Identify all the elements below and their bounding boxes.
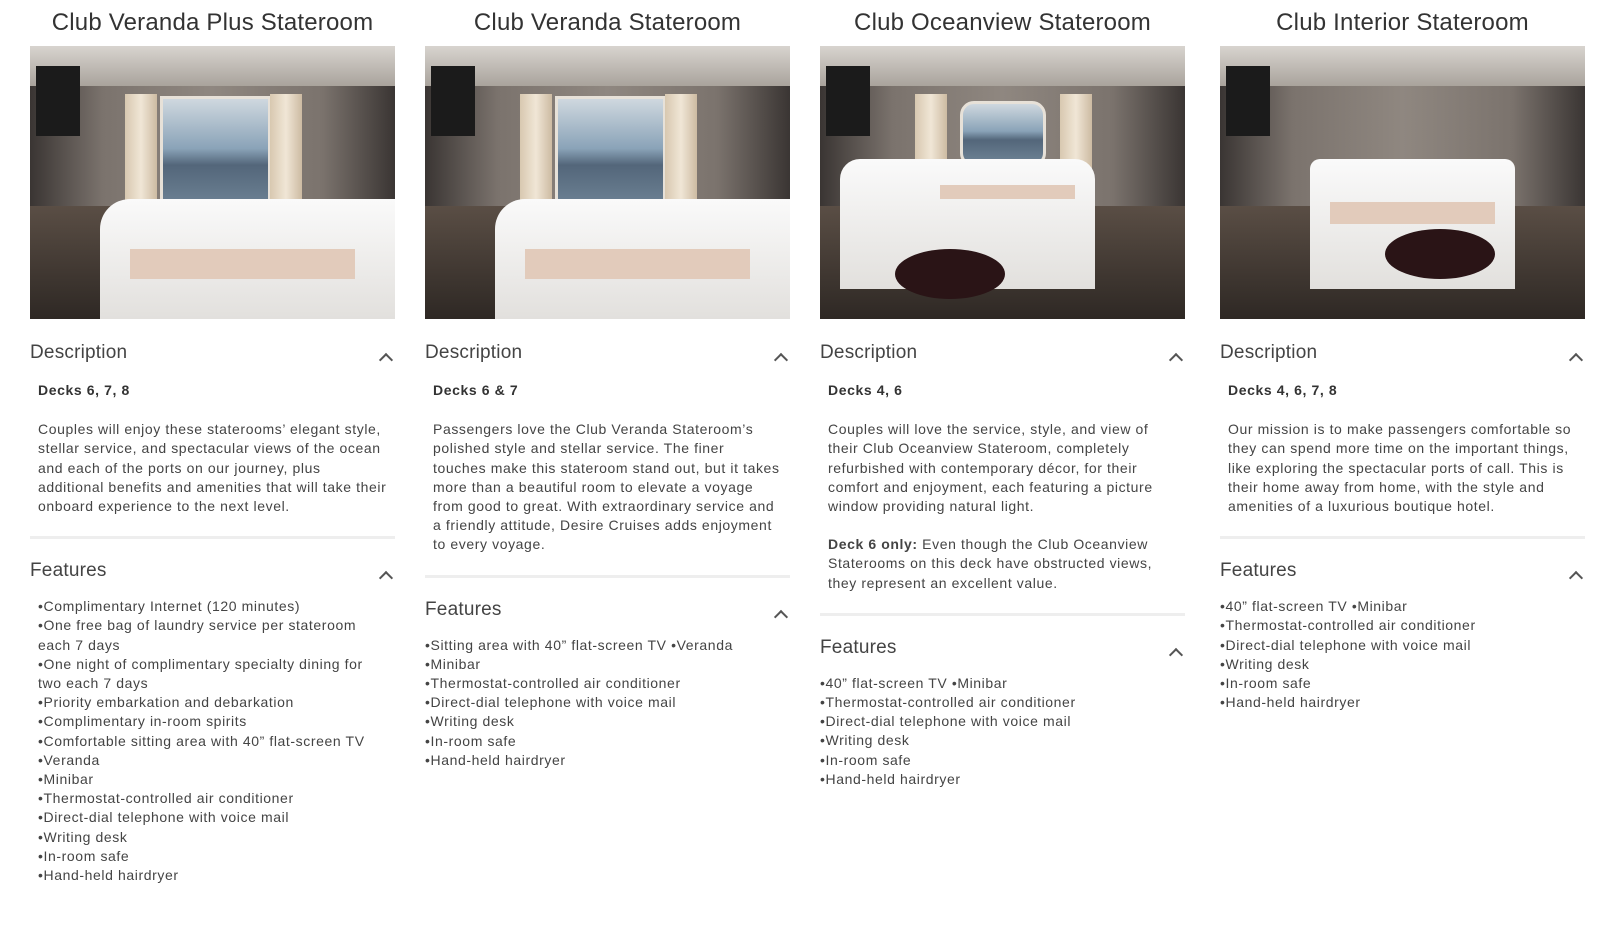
decks-label: Decks 4, 6 — [828, 382, 903, 398]
feature-item: • Writing desk — [1220, 655, 1585, 674]
description-body — [820, 381, 1185, 593]
stateroom-title: Club Veranda Stateroom — [473, 9, 742, 36]
feature-item: • In-room safe — [1220, 674, 1585, 693]
feature-item: • Direct-dial telephone with voice mail — [820, 712, 1185, 731]
feature-item: • Writing desk — [425, 712, 790, 731]
description-toggle[interactable] — [30, 333, 395, 373]
features-list — [1220, 597, 1585, 712]
deck-note-label: Deck 6 only: — [828, 536, 918, 553]
feature-item: • 40” flat-screen TV •Minibar — [820, 674, 1185, 693]
feature-item: • In-room safe — [425, 732, 790, 751]
features-heading: Features — [425, 598, 502, 620]
features-list — [820, 674, 1185, 789]
deck-note-text: Even though the Club Oceanview Staterooms on this deck have obstructed views, they represent an excellent value. — [828, 536, 1153, 591]
feature-item: • Hand-held hairdryer — [425, 751, 790, 770]
feature-item: • Direct-dial telephone with voice mail — [425, 693, 790, 712]
feature-item: • One night of complimentary specialty dining for two each 7 days — [38, 655, 387, 693]
description-text: Our mission is to make passengers comfortable so they can spend more time on the important things, like exploring the spectacular ports of call. This is their home away from home, with the style and amenities of a luxurious boutique hotel. — [1228, 421, 1572, 515]
stateroom-title: Club Veranda Plus Stateroom — [51, 9, 374, 36]
divider — [425, 575, 790, 578]
divider — [30, 536, 395, 539]
feature-item: • Thermostat-controlled air conditioner — [425, 674, 790, 693]
stateroom-photo — [425, 46, 790, 319]
description-heading: Description — [820, 342, 918, 363]
description-text: Couples will love the service, style, and view of their Club Oceanview Stateroom, completely refurbished with contemporary décor, for their comfort and enjoyment, each featuring a picture window providing natural light. — [828, 421, 1153, 515]
features-heading: Features — [1220, 560, 1297, 582]
features-list — [30, 597, 395, 885]
description-toggle[interactable] — [820, 333, 1185, 373]
feature-item: • Writing desk — [38, 828, 387, 847]
feature-item: • Thermostat-controlled air conditioner — [820, 693, 1185, 712]
feature-item: • 40” flat-screen TV •Minibar — [1220, 597, 1585, 616]
stateroom-photo — [1220, 46, 1585, 319]
feature-item: • Hand-held hairdryer — [1220, 693, 1585, 712]
divider — [1220, 536, 1585, 539]
feature-item: • Thermostat-controlled air conditioner — [1220, 616, 1585, 635]
description-heading: Description — [1220, 342, 1318, 363]
stateroom-card — [425, 0, 790, 770]
feature-item: • Priority embarkation and debarkation — [38, 693, 387, 712]
description-toggle[interactable] — [425, 333, 790, 373]
stateroom-photo — [30, 46, 395, 319]
description-heading: Description — [425, 342, 523, 363]
feature-item: • Complimentary in-room spirits — [38, 712, 387, 731]
divider — [820, 613, 1185, 616]
tv-icon — [826, 66, 870, 136]
tv-icon — [36, 66, 80, 136]
feature-item: • One free bag of laundry service per stateroom each 7 days — [38, 616, 387, 654]
feature-item: • Minibar — [38, 770, 387, 789]
feature-item: • In-room safe — [820, 751, 1185, 770]
feature-item: • Direct-dial telephone with voice mail — [1220, 636, 1585, 655]
description-toggle[interactable] — [1220, 333, 1585, 373]
stateroom-title: Club Interior Stateroom — [1276, 9, 1529, 36]
feature-item: • Comfortable sitting area with 40” flat-screen TV — [38, 732, 387, 751]
description-body — [30, 381, 395, 516]
feature-item: • Hand-held hairdryer — [38, 866, 387, 885]
feature-item: • Sitting area with 40” flat-screen TV •Veranda — [425, 636, 790, 655]
tv-icon — [431, 66, 475, 136]
features-toggle[interactable] — [820, 628, 1185, 668]
stateroom-card — [820, 0, 1185, 789]
decks-label: Decks 6, 7, 8 — [38, 382, 130, 398]
features-toggle[interactable] — [30, 551, 395, 591]
features-heading: Features — [30, 560, 107, 582]
features-heading: Features — [820, 636, 897, 658]
deck-note — [828, 535, 1177, 593]
stateroom-card — [1220, 0, 1585, 712]
features-toggle[interactable] — [1220, 551, 1585, 591]
feature-item: • Hand-held hairdryer — [820, 770, 1185, 789]
feature-item: • Veranda — [38, 751, 387, 770]
description-text: Couples will enjoy these staterooms’ elegant style, stellar service, and spectacular views of the ocean and each of the ports on our journey, plus additional benefits and amenities that will take their onboard experience to the next level. — [38, 421, 387, 515]
description-body — [1220, 381, 1585, 516]
stateroom-photo — [820, 46, 1185, 319]
features-list — [425, 636, 790, 770]
features-toggle[interactable] — [425, 590, 790, 630]
feature-item: • In-room safe — [38, 847, 387, 866]
stateroom-card — [30, 0, 395, 885]
description-heading: Description — [30, 342, 128, 363]
feature-item: • Minibar — [425, 655, 790, 674]
stateroom-title: Club Oceanview Stateroom — [854, 9, 1151, 36]
decks-label: Decks 6 & 7 — [433, 382, 519, 398]
decks-label: Decks 4, 6, 7, 8 — [1228, 382, 1338, 398]
description-text: Passengers love the Club Veranda Stateroom’s polished style and stellar service. The finer touches make this stateroom stand out, but it takes more than a beautiful room to elevate a voyage from good to great. With extraordinary service and a friendly attitude, Desire Cruises adds enjoyment to every voyage. — [433, 421, 780, 553]
feature-item: • Writing desk — [820, 731, 1185, 750]
tv-icon — [1226, 66, 1270, 136]
feature-item: • Direct-dial telephone with voice mail — [38, 808, 387, 827]
description-body — [425, 381, 790, 555]
feature-item: • Thermostat-controlled air conditioner — [38, 789, 387, 808]
feature-item: • Complimentary Internet (120 minutes) — [38, 597, 387, 616]
